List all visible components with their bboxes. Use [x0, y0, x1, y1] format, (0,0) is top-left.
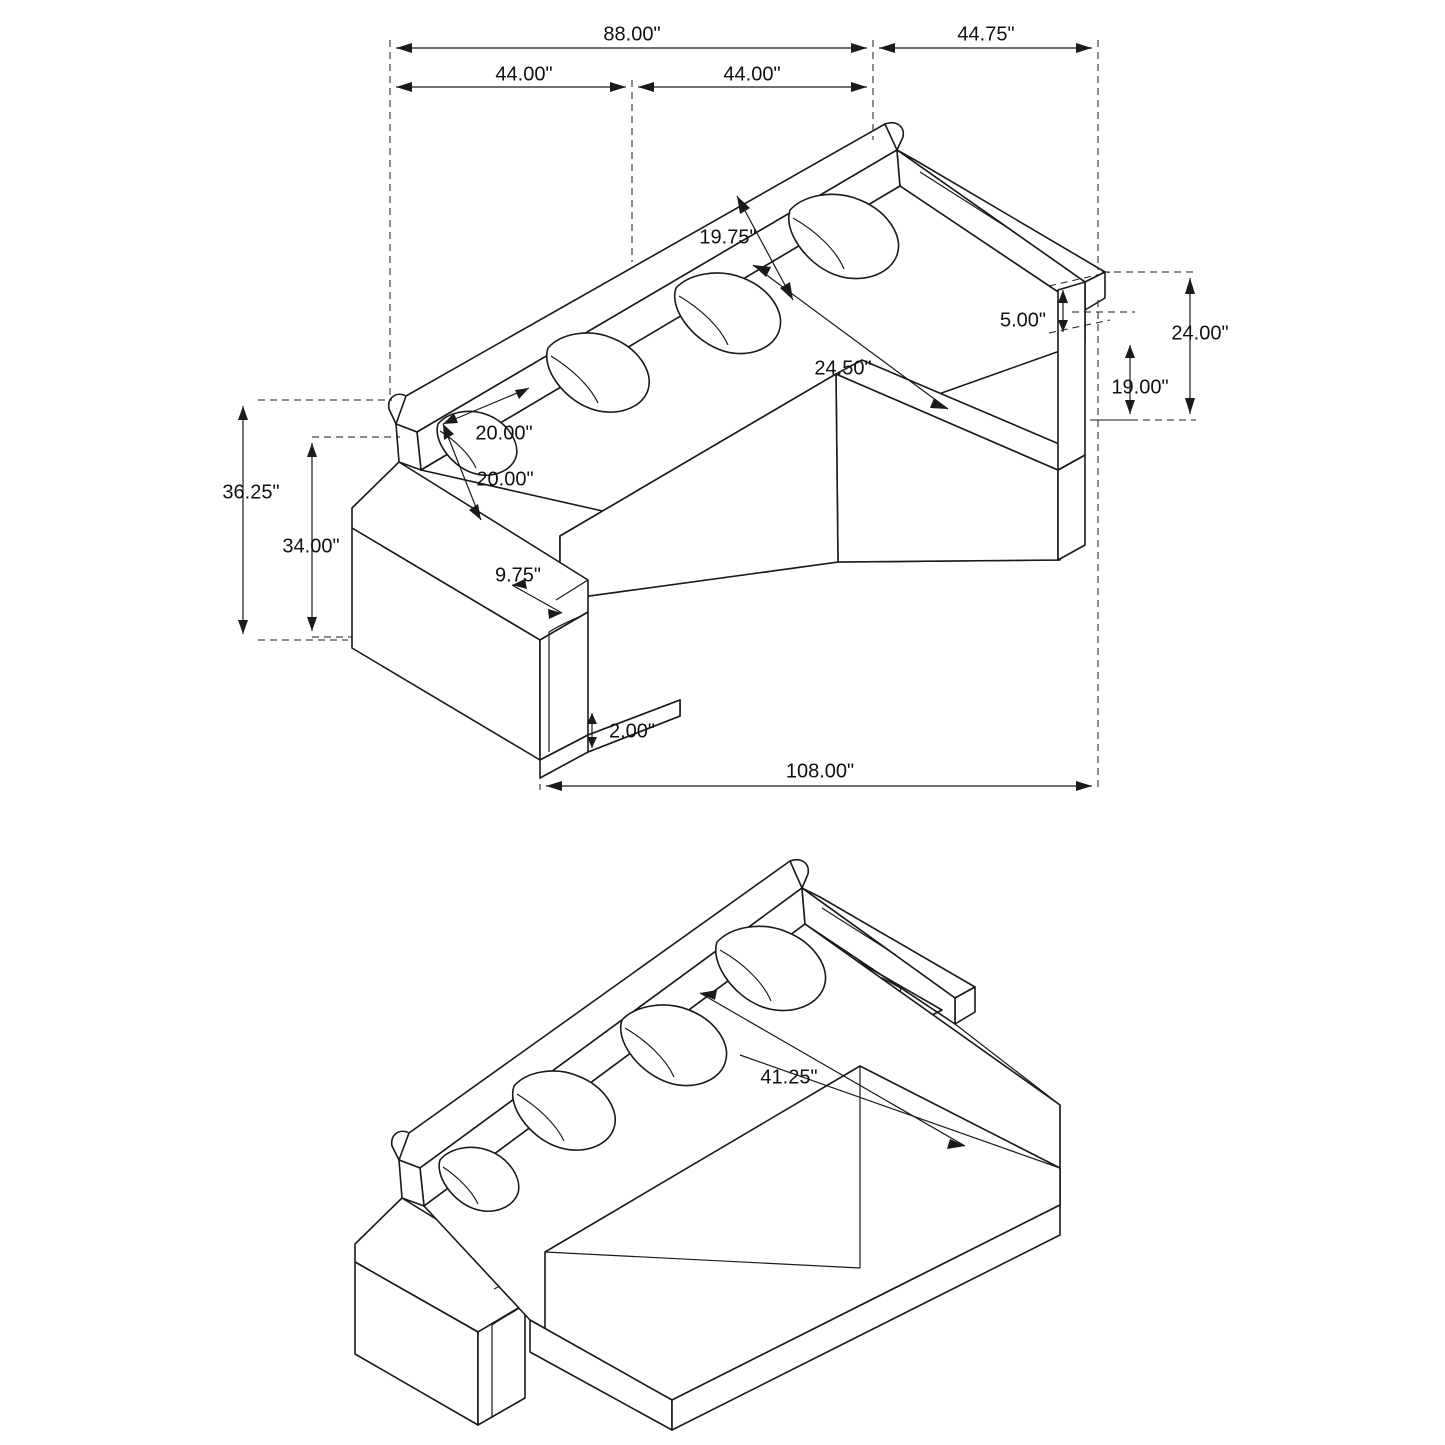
arrow-44-right-b	[851, 82, 867, 92]
dim-overall-back-width: 88.00"	[603, 23, 661, 46]
dim-chaise-width: 44.75"	[957, 23, 1015, 46]
arrow-108-left	[546, 781, 562, 791]
dim-leg-height: 2.00"	[608, 720, 656, 743]
arrow-3400-top	[307, 443, 317, 457]
sofa-upright-view	[222, 23, 1228, 791]
dim-pillow-diagonal: 19.75"	[699, 226, 757, 249]
dim-console-height: 5.00"	[999, 309, 1047, 332]
arrow-2400-top	[1185, 278, 1195, 294]
dim-arm-height-right: 24.00"	[1171, 322, 1229, 345]
dim-seat-depth: 24.50"	[814, 357, 872, 380]
arrow-44-left-b	[610, 82, 626, 92]
dim-overall-height: 36.25"	[222, 481, 280, 504]
dim-arm-width: 9.75"	[494, 564, 542, 587]
arrow-108-right	[1076, 781, 1092, 791]
arrow-3625-top	[238, 406, 248, 420]
arrow-3400-bottom	[307, 617, 317, 631]
arrow-4475-right	[1076, 43, 1092, 53]
dim-bed-depth: 41.25"	[760, 1066, 818, 1089]
arrow-88-right	[851, 43, 867, 53]
arrow-44-right-a	[638, 82, 654, 92]
dim-seat-left-width: 44.00"	[495, 63, 553, 86]
arrow-2400-bottom	[1185, 398, 1195, 414]
arrow-44-left-a	[396, 82, 412, 92]
dim-overall-length: 108.00"	[785, 760, 855, 783]
dim-seat-right-width: 44.00"	[723, 63, 781, 86]
arrow-3625-bottom	[238, 620, 248, 634]
arrow-1900-bottom	[1125, 400, 1135, 414]
dim-back-height-left: 34.00"	[282, 535, 340, 558]
dim-pillow-width: 20.00"	[475, 422, 533, 445]
dim-back-height-right: 19.00"	[1111, 376, 1169, 399]
chaise-side-panel	[1058, 455, 1085, 560]
dim-pillow-height: 20.00"	[476, 468, 534, 491]
arrow-4475-left	[879, 43, 895, 53]
chaise-back-face	[1058, 282, 1085, 470]
arrow-1900-top	[1125, 345, 1135, 358]
arrow-88-left	[396, 43, 412, 53]
sofa-bed-view	[355, 860, 1060, 1430]
